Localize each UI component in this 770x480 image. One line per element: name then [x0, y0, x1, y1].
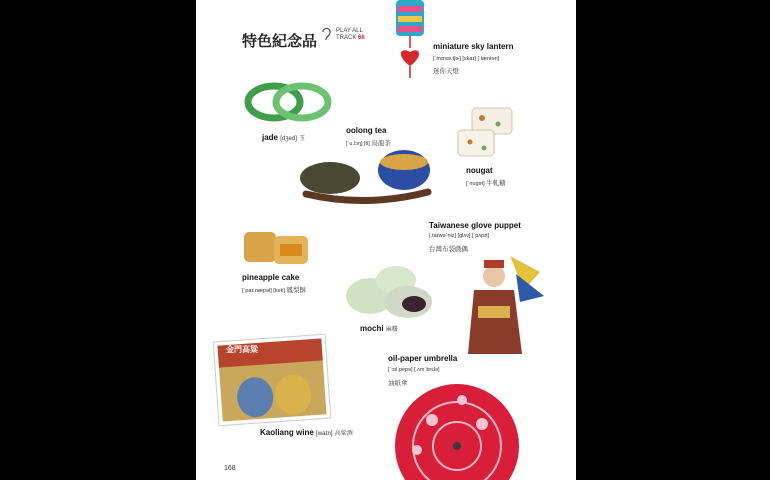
puppet-name: Taiwanese glove puppet [429, 221, 521, 230]
jade-bracelets-image [244, 78, 332, 126]
sky-lantern-image [392, 0, 428, 80]
book-page [196, 0, 576, 480]
umbrella-name: oil-paper umbrella [388, 354, 458, 363]
mochi-image [342, 262, 438, 322]
kaoliang-label: Kaoliang wine [waɪn] 高粱酒 [260, 428, 353, 437]
umbrella-pron: [ˈɔɪl.pepə] [.ʌmˈbrɛlə] [388, 367, 440, 373]
play-all-button[interactable] [318, 22, 373, 48]
nougat-pron-line: [ˈnugət] 牛軋糖 [466, 179, 506, 187]
puppet-zh: 台灣布袋戲偶 [429, 245, 468, 253]
nougat-name: nougat [466, 166, 493, 175]
pineapple-pron-line: [ˈpaɪ.næpəl] [kek] 鳳梨酥 [242, 286, 306, 294]
pineapple-name: pineapple cake [242, 273, 300, 282]
track-label: TRACK 68 [336, 35, 365, 41]
oolong-name: oolong tea [346, 126, 387, 135]
lantern-pron: [ˈmɪnɪə.tʃɚ] [skaɪ] [ˈlæntən] [433, 56, 500, 62]
oil-paper-umbrella-image [392, 380, 522, 480]
oolong-tea-image [296, 148, 436, 214]
mochi-label: mochi 麻糬 [360, 324, 398, 333]
lantern-name: miniature sky lantern [433, 42, 514, 51]
nougat-image [454, 104, 526, 162]
lantern-zh: 迷你天燈 [433, 67, 459, 75]
umbrella-zh: 油紙傘 [388, 379, 408, 387]
oolong-pron-line: [ˈu.lɔŋ] [ti] 烏龍茶 [346, 139, 391, 147]
puppet-pron: [.taɪwəˈniz] [glʌv] [ˈpʌpɪt] [429, 233, 490, 239]
page-number: 168 [224, 465, 236, 472]
jade-label: jade [dʒed] 玉 [262, 133, 306, 142]
page-title: 特色紀念品 [242, 32, 318, 50]
ear-icon [320, 26, 332, 42]
wine-sign: 金門高粱 [226, 345, 258, 354]
play-all-label: PLAY ALL [336, 28, 363, 34]
glove-puppet-image [460, 250, 546, 356]
pineapple-cake-image [240, 226, 312, 268]
